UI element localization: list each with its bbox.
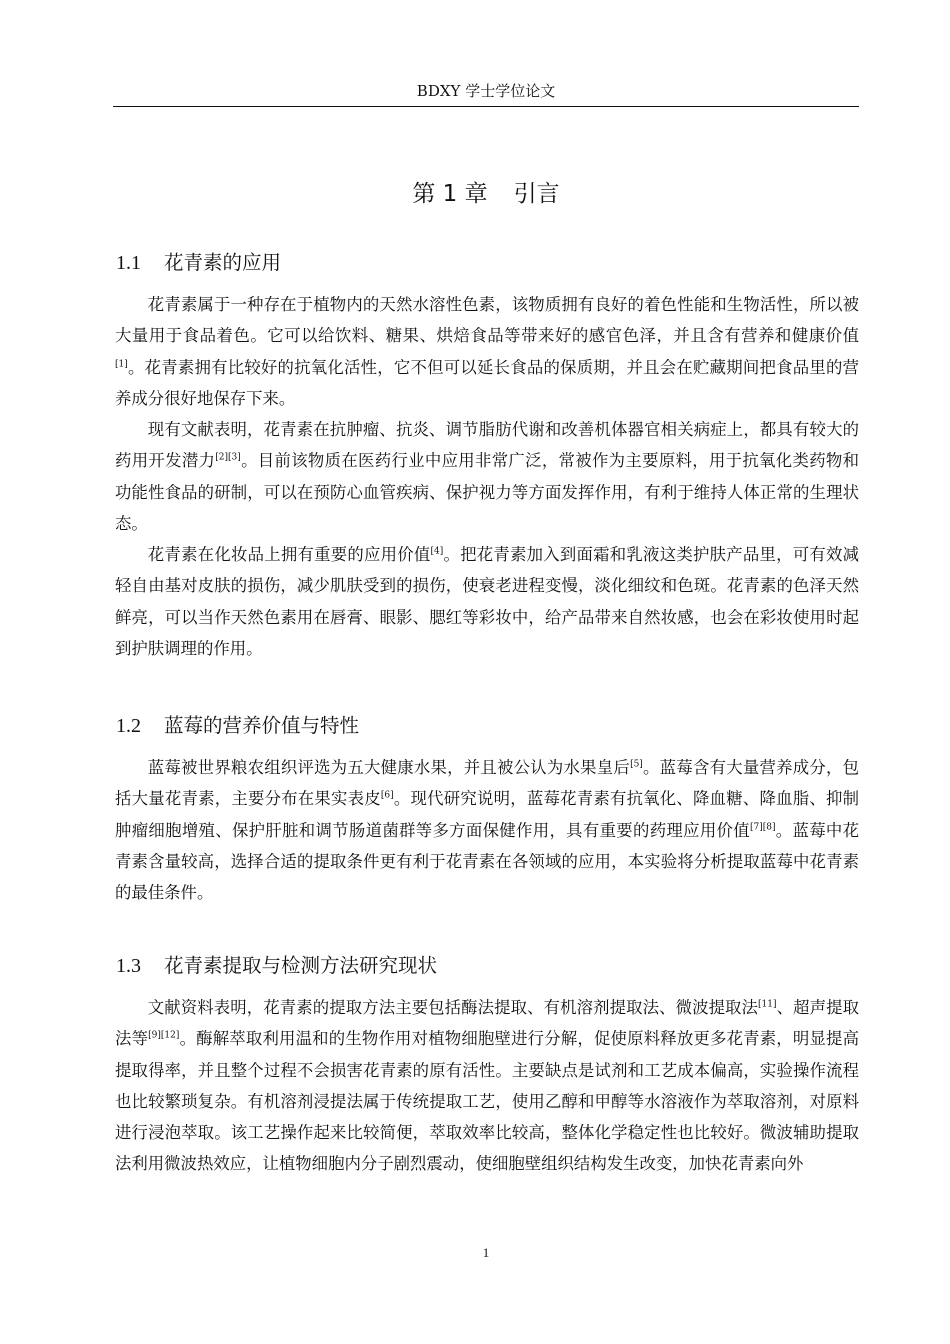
paragraph-text: 。花青素拥有比较好的抗氧化活性，它不但可以延长食品的保质期，并且会在贮藏期间把食品里的营养成分很好地保存下来。 — [115, 357, 859, 408]
paragraph-text: 花青素属于一种存在于植物内的天然水溶性色素，该物质拥有良好的着色性能和生物活性，所以被大量用于食品着色。它可以给饮料、糖果、烘焙食品等带来好的感官色泽，并且含有营养和健康价值 — [115, 295, 859, 346]
chapter-title-text: 引言 — [513, 181, 560, 207]
page-number: 1 — [482, 1245, 490, 1260]
paragraph-text: 。蓝莓中花青素含量较高，选择合适的提取条件更有利于花青素在各领域的应用，本实验将分析提取蓝莓中花青素的最佳条件。 — [115, 820, 859, 903]
citation-ref: [4] — [430, 546, 444, 557]
paragraph — [115, 289, 859, 414]
citation-ref: [9][12] — [148, 1030, 180, 1041]
citation-ref: [6] — [380, 790, 394, 801]
section-heading-1-2 — [116, 711, 856, 741]
paragraph-text: 。现代研究说明，蓝莓花青素有抗氧化、降血糖、降血脂、抑制肿瘤细胞增殖、保护肝脏和调节肠道菌群等多方面保健作用，具有重要的药理应用价值 — [115, 789, 860, 840]
section-number: 1.1 — [116, 252, 141, 274]
section-title: 蓝莓的营养价值与特性 — [164, 714, 360, 737]
paragraph-text: 现有文献表明，花青素在抗肿瘤、抗炎、调节脂肪代谢和改善机体器官相关病症上，都具有较大的药用开发潜力 — [115, 420, 859, 471]
paragraph-text: 、超声提取法等 — [115, 998, 859, 1049]
paragraph — [115, 414, 859, 539]
section-title: 花青素的应用 — [164, 251, 282, 274]
paragraph-text: 花青素在化妆品上拥有重要的应用价值 — [147, 545, 431, 564]
paragraph — [115, 752, 859, 908]
citation-ref: [7][8] — [749, 821, 776, 832]
section-title: 花青素提取与检测方法研究现状 — [164, 954, 438, 977]
paragraph-text: 。把花青素加入到面霜和乳液这类护肤产品里，可有效减轻自由基对皮肤的损伤，减少肌肤受到的损伤，使衰老进程变慢，淡化细纹和色斑。花青素的色泽天然鲜亮，可以当作天然色素用在唇膏、眼影、腮红等彩妆中，给产品带来自然妆感，也会在彩妆使用时起到护肤调理的作用。 — [115, 545, 860, 658]
header-rule — [113, 106, 859, 107]
citation-ref: [5] — [630, 759, 643, 770]
chapter-number: 第 1 章 — [412, 181, 488, 207]
citation-ref: [11] — [758, 999, 777, 1010]
paragraph — [115, 992, 859, 1180]
citation-ref: [2][3] — [215, 452, 241, 463]
paragraph-text: 。酶解萃取利用温和的生物作用对植物细胞壁进行分解，促使原料释放更多花青素，明显提高提取得率，并且整个过程不会损害花青素的原有活性。主要缺点是试剂和工艺成本偏高，实验操作流程也比较繁琐复杂。有机溶剂浸提法属于传统提取工艺，使用乙醇和甲醇等水溶液作为萃取溶剂，对原料进行浸泡萃取。该工艺操作起来比较简便，萃取效率比较高，整体化学稳定性也比较好。微波辅助提取法利用微波热效应，让植物细胞内分子剧烈震动，使细胞壁组织结构发生改变，加快花青素向外 — [115, 1029, 860, 1174]
paragraph-text: 文献资料表明，花青素的提取方法主要包括酶法提取、有机溶剂提取法、微波提取法 — [147, 998, 759, 1017]
section-heading-1-1 — [116, 248, 856, 278]
section-number: 1.2 — [116, 715, 141, 737]
paragraph-text: 蓝莓被世界粮农组织评选为五大健康水果，并且被公认为水果皇后 — [147, 758, 631, 777]
paragraph-text: 。目前该物质在医药行业中应用非常广泛，常被作为主要原料，用于抗氧化类药物和功能性食品的研制，可以在预防心血管疾病、保护视力等方面发挥作用，有利于维持人体正常的生理状态。 — [115, 451, 860, 533]
chapter-title — [113, 176, 859, 212]
paragraph — [115, 539, 859, 664]
paragraph-text: 。蓝莓含有大量营养成分，包括大量花青素，主要分布在果实表皮 — [115, 758, 859, 809]
section-number: 1.3 — [116, 955, 141, 977]
running-header: BDXY 学士学位论文 — [416, 82, 556, 100]
citation-ref: [1] — [115, 358, 128, 369]
section-heading-1-3 — [116, 951, 856, 981]
